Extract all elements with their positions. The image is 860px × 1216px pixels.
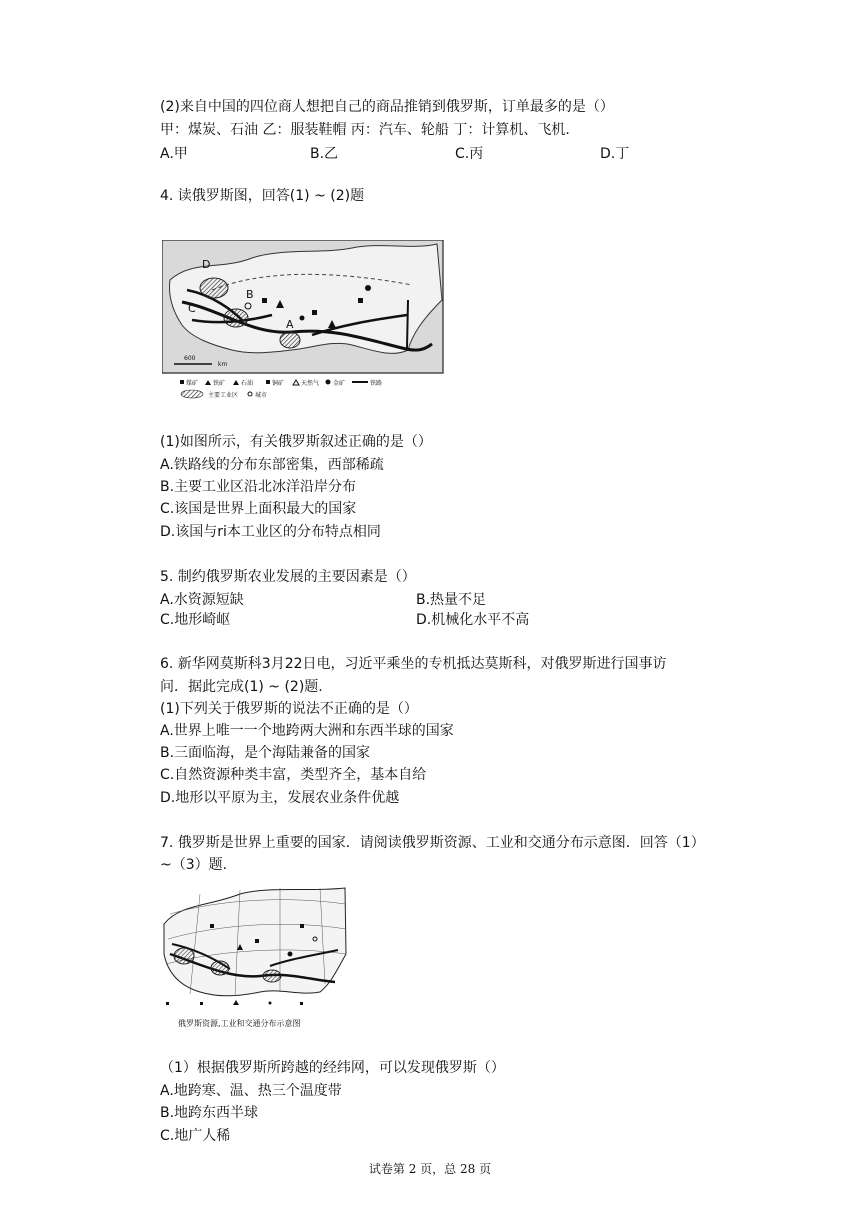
legend-gold: 金矿 [333, 380, 346, 387]
q6-1-option-a: A.世界上唯一一个地跨两大洲和东西半球的国家 [160, 723, 454, 739]
russia-resource-map [162, 240, 444, 400]
q3-2-options [0, 143, 860, 163]
q5-stem: 5. 制约俄罗斯农业发展的主要因素是（） [160, 569, 416, 585]
q4-1-option-d: D.该国与ri本工业区的分布特点相同 [160, 524, 381, 540]
legend-oil: 石油 [241, 380, 254, 387]
q5-option-b: B.热量不足 [416, 592, 487, 608]
q7-1-option-c: C.地广人稀 [160, 1128, 231, 1144]
q6-1-stem: (1)下列关于俄罗斯的说法不正确的是（） [160, 701, 418, 717]
q6-stem-line2: 问．据此完成(1) ~ (2)题. [160, 679, 323, 695]
legend-coal: 煤矿 [186, 380, 199, 387]
q4-1-stem: (1)如图所示，有关俄罗斯叙述正确的是（） [160, 434, 432, 450]
q7-stem-line1: 7. 俄罗斯是世界上重要的国家．请阅读俄罗斯资源、工业和交通分布示意图．回答（1） [160, 835, 705, 851]
q6-1-option-c: C.自然资源种类丰富，类型齐全，基本自给 [160, 767, 427, 783]
map2-caption: 俄罗斯资源,工业和交通分布示意图 [178, 1019, 301, 1028]
map-label-b: B [246, 288, 254, 301]
legend-iron: 铁矿 [213, 380, 226, 387]
q4-1-option-b: B.主要工业区沿北冰洋沿岸分布 [160, 479, 357, 495]
q6-stem-line1: 6. 新华网莫斯科3月22日电，习近平乘坐的专机抵达莫斯科，对俄罗斯进行国事访 [160, 656, 667, 672]
q3-2-stem: (2)来自中国的四位商人想把自己的商品推销到俄罗斯，订单最多的是（） [160, 99, 614, 115]
q5-option-a: A.水资源短缺 [160, 592, 244, 608]
q5-option-d: D.机械化水平不高 [416, 612, 530, 628]
q3-2-items: 甲：煤炭、石油 乙：服装鞋帽 丙：汽车、轮船 丁：计算机、飞机. [160, 122, 570, 138]
scale-unit: km [218, 361, 228, 368]
q6-1-option-b: B.三面临海，是个海陆兼备的国家 [160, 745, 371, 761]
legend-city: 城市 [255, 392, 268, 399]
q7-1-option-a: A.地跨寒、温、热三个温度带 [160, 1083, 342, 1099]
q4-stem: 4. 读俄罗斯图，回答(1) ~ (2)题 [160, 188, 365, 204]
q7-stem-line2: ~（3）题. [160, 857, 228, 873]
russia-resource-industry-transport-map [160, 884, 350, 1032]
legend-industrial: 主要工业区 [208, 392, 239, 399]
map-label-d: D [202, 258, 211, 271]
map-label-c: C [188, 302, 196, 315]
page-footer: 试卷第 2 页，总 28 页 [368, 1162, 492, 1176]
option-a: A.甲 [160, 146, 188, 162]
q5-options-row1 [0, 589, 860, 609]
option-d: D.丁 [600, 146, 630, 162]
q4-1-option-c: C.该国是世界上面积最大的国家 [160, 501, 357, 517]
q5-option-c: C.地形崎岖 [160, 612, 231, 628]
map-label-a: A [286, 318, 294, 331]
scale-value: 600 [184, 355, 196, 362]
q6-1-option-d: D.地形以平原为主，发展农业条件优越 [160, 790, 400, 806]
q7-1-stem: （1）根据俄罗斯所跨越的经纬网，可以发现俄罗斯（） [160, 1060, 505, 1076]
option-c: C.丙 [455, 146, 484, 162]
option-b: B.乙 [310, 146, 339, 162]
q5-options-row2 [0, 609, 860, 629]
legend-railway: 铁路 [370, 380, 383, 387]
legend-gas: 天然气 [301, 380, 320, 387]
legend-copper: 铜矿 [272, 380, 285, 387]
q4-1-option-a: A.铁路线的分布东部密集，西部稀疏 [160, 457, 384, 473]
q7-1-option-b: B.地跨东西半球 [160, 1105, 259, 1121]
